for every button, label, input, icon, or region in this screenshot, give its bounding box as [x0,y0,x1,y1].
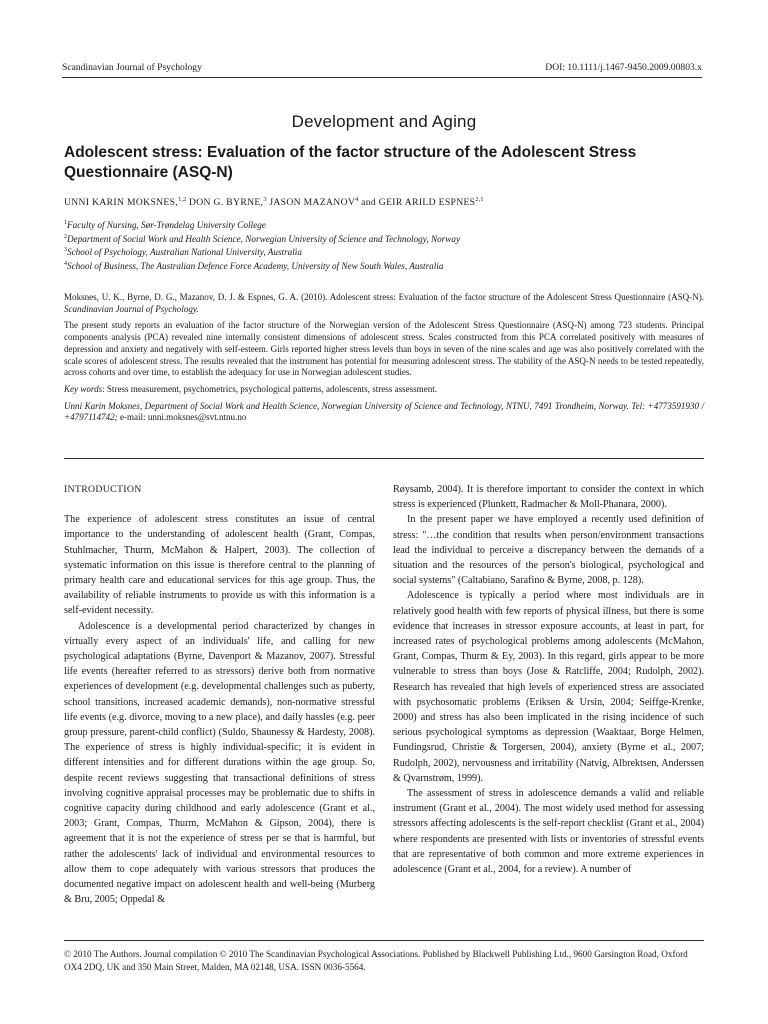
abstract-block [64,292,704,429]
left-column [64,482,375,907]
author-affil-ref: 2,1 [475,196,484,203]
affil-text: Department of Social Work and Health Science, Norwegian University of Science and Technology, Norway [67,233,461,244]
affiliation [64,218,704,232]
section-heading: INTRODUCTION [64,484,142,495]
author-name: UNNI KARIN MOKSNES, [64,197,179,209]
author-affil-ref: 3 [263,196,267,203]
correspondence-text: Unni Karin Moksnes, Department of Social Work and Health Science, Norwegian University of Science and Technology, NTNU, 7491 Trondheim, Norway. Tel: +4773591930 / +4797114742; [64,400,704,423]
affiliation [64,232,704,246]
affiliation [64,259,704,273]
doi[interactable]: DOI: 10.1111/j.1467-9450.2009.00803.x [545,62,702,73]
citation [64,292,704,315]
affiliation [64,245,704,259]
article-title: Adolescent stress: Evaluation of the factor structure of the Adolescent Stress Questionnaire (ASQ-N) [64,144,637,181]
body-paragraph: The experience of adolescent stress constitutes an issue of central importance to the understanding of adolescent health (Grant, Compas, Stuhlmacher, Thurm, McMahon & Halpert, 2003). The collection of systematic information on this issue is therefore central to the planning of primary health care and educational services for this age group. Thus, the availability of reliable instruments to provide us with this information is a self-evident necessity. [64,514,375,617]
body-paragraph: Adolescence is typically a period where most individuals are in relatively good health with few reports of physical illness, but there is some evidence that increases in stressor exposure accounts, at least in part, for increased rates of psychological problems among adolescents (McMahon, Grant, Compas, Thurm & Ey, 2003). In this regard, girls appear to be more vulnerable to stress than boys (Jose & Ratcliffe, 2004; Rudolph, 2002). Research has revealed that high levels of experienced stress are associated with psychosomatic problems (Eriksen & Ursin, 2004; Seiffge-Krenke, 2000) and stress has also been implicated in the rising incidence of such serious psychological symptoms as depression (Waaktaar, Borge Helmen, Fundingsrud, Christie & Torgersen, 2004), anxiety (Byrne et al., 2007; Rudolph, 2002), nervousness and irritability (Natvig, Albrektsen, Anderssen & Qvarnstrøm, 1999). [393,590,704,784]
running-head [62,62,702,78]
author-list [64,196,704,208]
right-column [393,482,704,877]
author-name: JASON MAZANOV [269,197,356,209]
affil-number: 1 [64,220,67,226]
affil-text: Faculty of Nursing, Sør-Trøndelag University College [67,220,266,231]
body-paragraph: In the present paper we have employed a recently used definition of stress: "…the condition that results when person/environment transactions lead the individual to perceive a discrepancy between the demands of a situation and the resources of the person's biological, psychological and social systems" (Caltabiano, Sarafino & Byrne, 2008, p. 128). [393,514,704,587]
author-name: DON G. BYRNE, [188,197,264,209]
affil-text: School of Business, The Australian Defence Force Academy, University of New South Wales, Australia [67,261,444,272]
affil-text: School of Psychology, Australian National University, Australia [67,247,302,258]
abstract: The present study reports an evaluation of the factor structure of the Norwegian version of the Adolescent Stress Questionnaire (ASQ-N) among 723 students. Principal components analysis (PCA) revealed nine internally consistent dimensions of adolescent stress. Scales constructed from this PCA correlated positively with measures of depression and anxiety and negatively with self-esteem. Girls reported higher stress levels than boys in seven of the nine scales and age was also positively correlated with the scale scores of adolescent stress. The results revealed that the instrument has potential for measuring adolescent stress. The stability of the ASQ-N needs to be tested repeatedly, across cohorts and over time, to establish the adequacy for use in Norwegian adolescent studies. [64,320,704,378]
affil-number: 2 [64,233,67,240]
affiliations [64,218,704,273]
body-paragraph: The assessment of stress in adolescence demands a valid and reliable instrument (Grant et al., 2004). The most widely used method for assessing stressors affecting adolescents is the self-report checklist (Grant et al., 2004) where respondents are presented with lists or inventories of stressful events that are representative of both common and more extreme experiences in adolescence (Grant et al., 2004, for a review). A number of [393,788,704,876]
journal-name: Scandinavian Journal of Psychology [62,62,202,73]
footnote-divider [64,940,704,941]
author-affil-ref: 1,2 [178,196,187,203]
keywords-text: : Stress measurement, psychometrics, psychological patterns, adolescents, stress assessment. [102,383,438,394]
citation-text: Moksnes, U. K., Byrne, D. G., Mazanov, D. J. & Espnes, G. A. (2010). Adolescent stress: Evaluation of the factor structure of the Adolescent Stress Questionnaire (ASQ-N). [64,292,704,302]
body-paragraph: Adolescence is a developmental period characterized by changes in virtually every aspect of an individuals' life, and calling for new psychological adaptations (Byrne, Davenport & Mazanov, 2007). Stressful life events (hereafter referred to as stressors) derive both from normative experiences of development (e.g. developmental challenges such as puberty, school transitions, increased academic demands), non-normative stressful life events (e.g. divorce, moving to a new place), and daily hassles (e.g. peer group pressure, parent-child conflict) (Suldo, Shaunessy & Hardesty, 2008). The experience of stress is highly individual-specific; it is evident in different intensities and for different durations within the age group. So, despite recent reviews suggesting that transactional definitions of stress involving cognitive appraisal processes may be problematic due to shifts in cognitive capacity during childhood and early adolescence (Grant et al., 2003; Grant, Compas, Thurm, McMahon & Gipson, 2004), there is agreement that it is not the experience of stress per se that is harmful, but rather the adolescents' lack of individual and environmental resources to allow them to cope adequately with various stressors that produces the documented negative impact on adolescent health and well-being (Murberg & Bru, 2005; Oppedal & [64,620,375,906]
citation-journal: Scandinavian Journal of Psychology. [64,303,199,314]
section-title: Development and Aging [291,112,477,131]
keywords [64,384,704,396]
copyright-footnote: © 2010 The Authors. Journal compilation © 2010 The Scandinavian Psychological Associations. Published by Blackwell Publishing Ltd., 9600 Garsington Road, Oxford OX4 2DQ, UK and 350 Main Street, Malden, MA 02148, USA. ISSN 0036-5564. [64,949,688,972]
body-paragraph: Røysamb, 2004). It is therefore important to consider the context in which stress is experienced (Plunkett, Radmacher & Moll-Phanara, 2000). [393,484,704,511]
keywords-label: Key words [64,383,103,394]
email-link[interactable]: e-mail: unni.moksnes@svt.ntnu.no [117,412,247,423]
author-affil-ref: 4 [355,196,359,203]
divider [64,458,704,459]
author-name: and GEIR ARILD ESPNES [361,197,476,209]
affil-number: 4 [64,260,67,267]
correspondence [64,401,704,424]
affil-number: 3 [64,247,67,254]
